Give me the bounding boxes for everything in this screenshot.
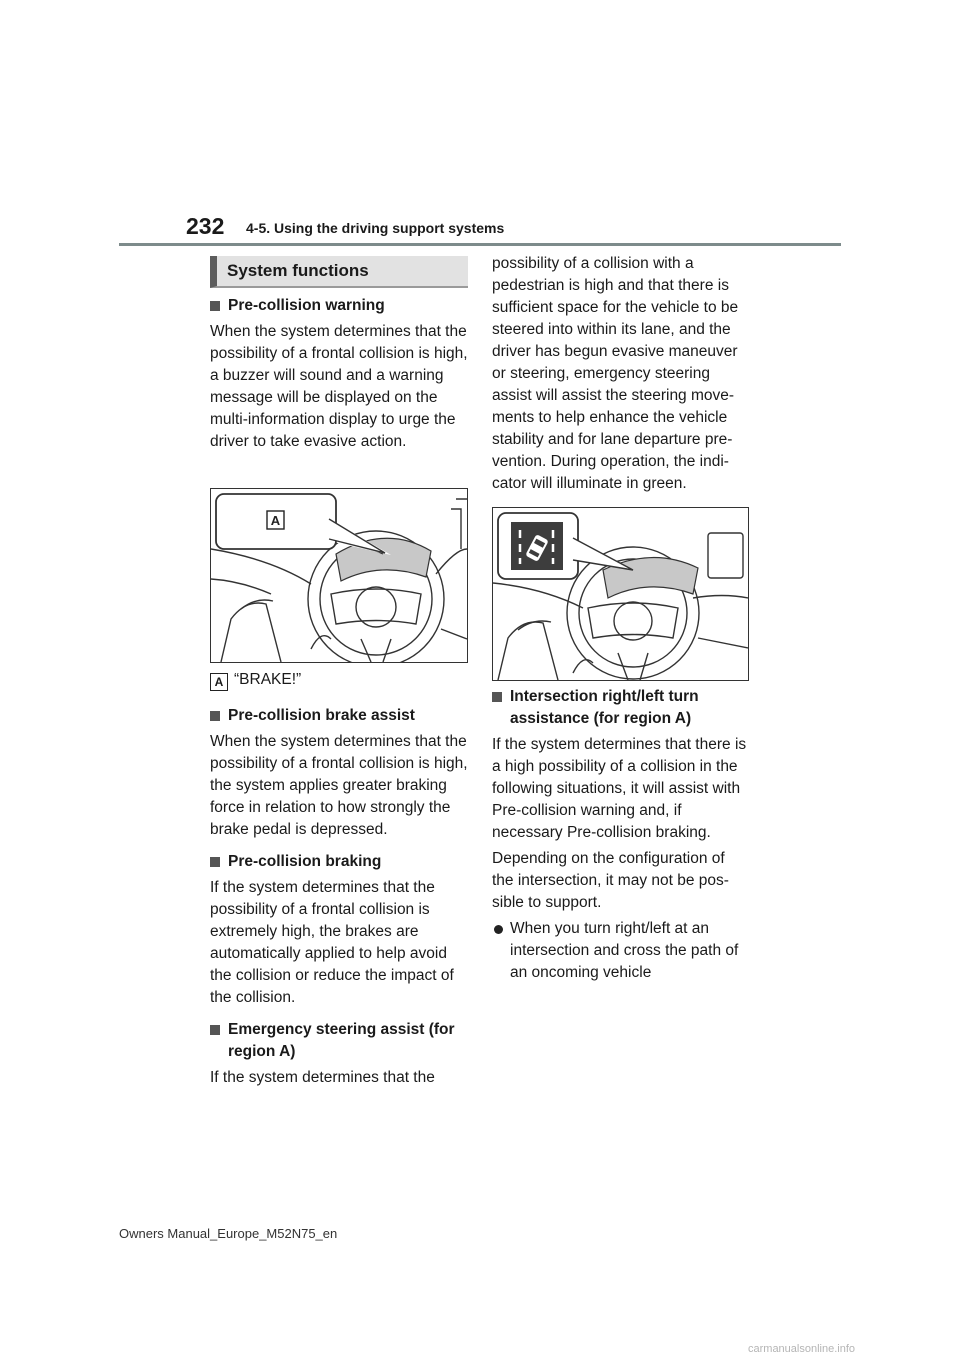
right-column-bottom (492, 686, 750, 984)
footer-text: Owners Manual_Europe_M52N75_en (119, 1226, 338, 1241)
paragraph: When the system determines that the possibility of a frontal collision is high, the system applies greater braking force in relation to how strongly the brake pedal is depressed. (210, 733, 468, 838)
paragraph: When the system determines that the possibility of a frontal collision is high, a buzzer will sound and a warning message will be displayed on the multi-information display to urge the driver to take evasive action. (210, 323, 468, 450)
left-column-top (210, 295, 468, 457)
paragraph: If the system determines that there is a high possibility of a collision in the following situations, it will assist with Pre-collision warning and, if necessary Pre-collision braking. (492, 736, 747, 841)
bullet-dot-icon (494, 925, 503, 934)
square-bullet-icon (210, 711, 220, 721)
paragraph: If the system determines that the possibility of a frontal collision is extremely high, the brakes are automatically applied to help avoid the collision or reduce the impact of the collision. (210, 879, 454, 1006)
figure-caption: A “BRAKE!” (210, 669, 468, 691)
subsection-title: Pre-collision brake assist (210, 705, 468, 727)
square-bullet-icon (210, 857, 220, 867)
square-bullet-icon (210, 1025, 220, 1035)
dashboard-figure-warning (210, 488, 468, 663)
dashboard-figure-steering (492, 507, 749, 681)
dashboard-illustration (493, 508, 748, 680)
paragraph: If the system determines that the (210, 1069, 435, 1086)
subsection-title: Pre-collision warning (210, 295, 468, 317)
dashboard-illustration (211, 489, 467, 662)
list-item: When you turn right/left at an intersection and cross the path of an oncoming vehicle (492, 918, 750, 984)
subsection-title: Pre-collision braking (210, 851, 468, 873)
heading-text: System functions (227, 261, 369, 280)
right-column-top (492, 253, 750, 499)
paragraph: possibility of a collision with a pedestrian is high and that there is sufficient space for the vehicle to be steered into within its lane, and the driver has begun evasive maneuver or steering, emergency steering assist will assist the steering move-ments to help enhance the vehicle stability and for lane departure pre-vention. During operation, the indi-cator will illuminate in green. (492, 255, 739, 492)
left-column-bottom (210, 669, 468, 1093)
subsection-title: Intersection right/left turn assistance (for region A) (492, 686, 750, 730)
system-functions-heading (210, 256, 468, 288)
square-bullet-icon (492, 692, 502, 702)
page-number: 232 (186, 213, 225, 239)
header-rule (119, 243, 841, 246)
paragraph: Depending on the configuration of the intersection, it may not be pos-sible to support. (492, 850, 729, 911)
subsection-title: Emergency steering assist (for region A) (210, 1019, 468, 1063)
caption-callout-a: A (210, 673, 228, 691)
figure-callout-a: A (270, 513, 281, 528)
section-title: 4-5. Using the driving support systems (246, 220, 505, 236)
watermark: carmanualsonline.info (748, 1343, 856, 1355)
square-bullet-icon (210, 301, 220, 311)
